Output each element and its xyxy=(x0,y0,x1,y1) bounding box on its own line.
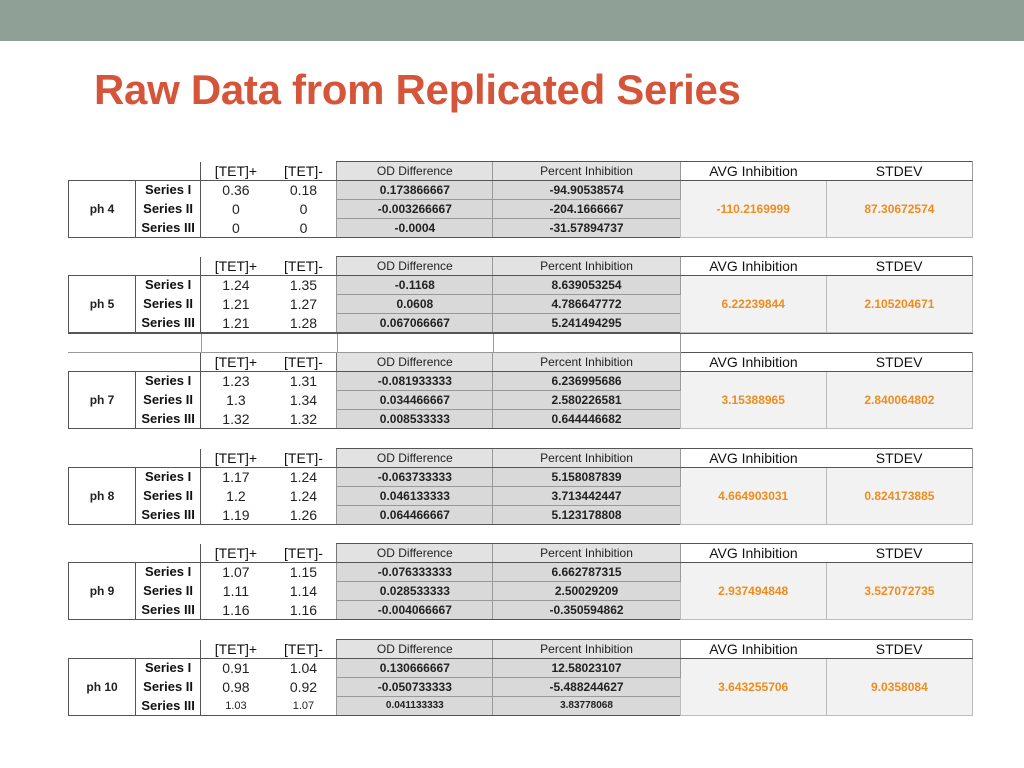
ph-table-block xyxy=(68,543,973,621)
percent-inhibition-value: -0.350594862 xyxy=(493,601,680,620)
header-tet-minus: [TET]- xyxy=(271,162,337,181)
header-od-difference: OD Difference xyxy=(337,544,493,563)
od-difference-value: -0.076333333 xyxy=(337,563,493,582)
spacer-cell xyxy=(494,334,681,353)
tet-plus-value: 1.19 xyxy=(201,506,271,525)
header-tet-plus: [TET]+ xyxy=(201,353,271,372)
percent-inhibition-value: 8.639053254 xyxy=(493,276,680,295)
ph-data-table xyxy=(68,448,973,525)
header-blank-cell xyxy=(69,449,201,468)
series-label: Series I xyxy=(136,468,201,487)
od-difference-value: 0.173866667 xyxy=(337,181,493,200)
percent-inhibition-value: 6.662787315 xyxy=(493,563,680,582)
series-label: Series III xyxy=(136,314,201,333)
percent-inhibition-value: 4.786647772 xyxy=(493,295,680,314)
avg-inhibition-value: 3.643255706 xyxy=(680,659,826,716)
tet-minus-value: 1.28 xyxy=(271,314,337,333)
series-label: Series II xyxy=(136,391,201,410)
header-blank-cell xyxy=(69,640,201,659)
header-stdev: STDEV xyxy=(826,640,972,659)
spacer-cell xyxy=(68,334,202,353)
spacer-cell xyxy=(338,334,494,353)
ph-label: ph 9 xyxy=(69,563,136,620)
header-stdev: STDEV xyxy=(826,162,972,181)
tet-plus-value: 1.17 xyxy=(222,469,250,486)
header-tet-plus: [TET]+ xyxy=(201,640,271,659)
series-label: Series III xyxy=(136,219,201,238)
series-label: Series II xyxy=(136,582,201,601)
header-od-difference: OD Difference xyxy=(337,257,493,276)
percent-inhibition-value: 3.83778068 xyxy=(493,697,680,716)
ph-data-table xyxy=(68,543,973,620)
header-percent-inhibition: Percent Inhibition xyxy=(493,353,680,372)
header-avg-inhibition: AVG Inhibition xyxy=(680,640,826,659)
spacer-cell xyxy=(202,334,338,353)
table-row xyxy=(69,659,973,678)
header-blank-cell xyxy=(69,353,201,372)
header-tet-minus: [TET]- xyxy=(271,449,337,468)
header-od-difference: OD Difference xyxy=(337,640,493,659)
tet-plus-value: 1.3 xyxy=(226,392,246,408)
tet-minus-value: 1.16 xyxy=(271,601,337,620)
series-label: Series I xyxy=(136,181,201,200)
tet-minus-value: 1.31 xyxy=(289,373,318,390)
table-header-row xyxy=(69,162,973,181)
header-avg-inhibition: AVG Inhibition xyxy=(680,162,826,181)
table-row xyxy=(69,276,973,295)
header-percent-inhibition: Percent Inhibition xyxy=(493,640,680,659)
tet-plus-value: 1.24 xyxy=(222,277,250,294)
avg-inhibition-value: 6.22239844 xyxy=(680,276,826,333)
header-tet-plus: [TET]+ xyxy=(201,449,271,468)
table-header-row xyxy=(69,353,973,372)
header-stdev: STDEV xyxy=(826,257,972,276)
od-difference-value: -0.003266667 xyxy=(337,200,493,219)
table-header-row xyxy=(69,640,973,659)
series-label: Series III xyxy=(136,506,201,525)
ph-data-table xyxy=(68,161,973,238)
tet-minus-value: 1.07 xyxy=(271,697,337,716)
percent-inhibition-value: 6.236995686 xyxy=(493,372,680,391)
tet-minus-value: 0 xyxy=(271,219,337,238)
percent-inhibition-value: -5.488244627 xyxy=(493,678,680,697)
od-difference-value: -0.004066667 xyxy=(337,601,493,620)
series-label: Series II xyxy=(136,678,201,697)
od-difference-value: 0.028533333 xyxy=(337,582,493,601)
tet-plus-value: 1.2 xyxy=(226,488,246,504)
header-tet-plus: [TET]+ xyxy=(201,257,271,276)
od-difference-value: -0.1168 xyxy=(337,276,493,295)
percent-inhibition-value: 3.713442447 xyxy=(493,487,680,506)
percent-inhibition-value: 5.123178808 xyxy=(493,506,680,525)
tet-plus-value: 0.91 xyxy=(222,660,250,677)
tet-minus-value: 1.26 xyxy=(271,506,337,525)
tet-minus-value: 1.32 xyxy=(271,410,337,429)
series-label: Series II xyxy=(136,487,201,506)
tet-minus-value: 1.14 xyxy=(289,583,318,599)
tet-plus-value: 0.98 xyxy=(222,679,250,695)
series-label: Series I xyxy=(136,563,201,582)
header-percent-inhibition: Percent Inhibition xyxy=(493,449,680,468)
stdev-value: 2.105204671 xyxy=(826,276,972,333)
percent-inhibition-value: 0.644446682 xyxy=(493,410,680,429)
od-difference-value: 0.034466667 xyxy=(337,391,493,410)
ph-table-block xyxy=(68,639,973,717)
series-label: Series I xyxy=(136,659,201,678)
header-blank-cell xyxy=(69,544,201,563)
avg-inhibition-value: 3.15388965 xyxy=(680,372,826,429)
avg-inhibition-value: 4.664903031 xyxy=(680,468,826,525)
ph-label: ph 10 xyxy=(69,659,136,716)
series-label: Series I xyxy=(136,276,201,295)
table-header-row xyxy=(69,544,973,563)
tet-plus-value: 1.11 xyxy=(222,583,250,599)
header-percent-inhibition: Percent Inhibition xyxy=(493,544,680,563)
empty-spacer-row xyxy=(68,333,973,352)
percent-inhibition-value: -31.57894737 xyxy=(493,219,680,238)
series-label: Series III xyxy=(136,601,201,620)
ph-data-table xyxy=(68,256,973,333)
header-tet-minus: [TET]- xyxy=(271,640,337,659)
percent-inhibition-value: 12.58023107 xyxy=(493,659,680,678)
ph-label: ph 5 xyxy=(69,276,136,333)
stdev-value: 9.0358084 xyxy=(826,659,972,716)
series-label: Series II xyxy=(136,200,201,219)
percent-inhibition-value: -204.1666667 xyxy=(493,200,680,219)
avg-inhibition-value: 2.937494848 xyxy=(680,563,826,620)
header-tet-plus: [TET]+ xyxy=(201,544,271,563)
od-difference-value: -0.050733333 xyxy=(337,678,493,697)
header-avg-inhibition: AVG Inhibition xyxy=(680,353,826,372)
header-blank-cell xyxy=(69,162,201,181)
ph-label: ph 4 xyxy=(69,181,136,238)
series-label: Series III xyxy=(136,410,201,429)
tet-plus-value: 1.21 xyxy=(201,314,271,333)
od-difference-value: 0.041133333 xyxy=(337,697,493,716)
header-od-difference: OD Difference xyxy=(337,449,493,468)
tet-plus-value: 1.32 xyxy=(201,410,271,429)
header-avg-inhibition: AVG Inhibition xyxy=(680,449,826,468)
tet-minus-value: 0 xyxy=(299,201,308,217)
ph-data-table xyxy=(68,639,973,716)
od-difference-value: 0.130666667 xyxy=(337,659,493,678)
header-tet-minus: [TET]- xyxy=(271,353,337,372)
ph-label: ph 8 xyxy=(69,468,136,525)
header-blank-cell xyxy=(69,257,201,276)
table-row xyxy=(69,181,973,200)
tet-minus-value: 1.27 xyxy=(289,296,318,312)
ph-table-block xyxy=(68,352,973,430)
percent-inhibition-value: -94.90538574 xyxy=(493,181,680,200)
tet-plus-value: 0 xyxy=(201,219,271,238)
header-avg-inhibition: AVG Inhibition xyxy=(680,257,826,276)
tet-minus-value: 0.18 xyxy=(289,182,318,199)
tet-minus-value: 0.92 xyxy=(289,679,318,695)
ph-table-block xyxy=(68,448,973,526)
series-label: Series III xyxy=(136,697,201,716)
od-difference-value: 0.046133333 xyxy=(337,487,493,506)
tet-plus-value: 1.07 xyxy=(222,564,250,581)
od-difference-value: 0.0608 xyxy=(337,295,493,314)
od-difference-value: -0.081933333 xyxy=(337,372,493,391)
od-difference-value: 0.008533333 xyxy=(337,410,493,429)
series-label: Series I xyxy=(136,372,201,391)
stdev-value: 2.840064802 xyxy=(826,372,972,429)
tet-plus-value: 1.23 xyxy=(222,373,250,390)
percent-inhibition-value: 5.241494295 xyxy=(493,314,680,333)
ph-table-block xyxy=(68,256,973,334)
header-percent-inhibition: Percent Inhibition xyxy=(493,162,680,181)
table-header-row xyxy=(69,257,973,276)
percent-inhibition-value: 2.50029209 xyxy=(493,582,680,601)
percent-inhibition-value: 5.158087839 xyxy=(493,468,680,487)
od-difference-value: -0.063733333 xyxy=(337,468,493,487)
avg-inhibition-value: -110.2169999 xyxy=(680,181,826,238)
header-percent-inhibition: Percent Inhibition xyxy=(493,257,680,276)
header-od-difference: OD Difference xyxy=(337,353,493,372)
tet-minus-value: 1.15 xyxy=(289,564,318,581)
header-od-difference: OD Difference xyxy=(337,162,493,181)
table-row xyxy=(69,563,973,582)
series-label: Series II xyxy=(136,295,201,314)
table-header-row xyxy=(69,449,973,468)
table-row xyxy=(69,372,973,391)
od-difference-value: 0.064466667 xyxy=(337,506,493,525)
tet-plus-value: 1.21 xyxy=(222,296,250,312)
tet-minus-value: 1.24 xyxy=(289,488,318,504)
od-difference-value: 0.067066667 xyxy=(337,314,493,333)
tet-minus-value: 1.04 xyxy=(289,660,318,677)
top-accent-bar xyxy=(0,0,1024,41)
header-tet-minus: [TET]- xyxy=(271,544,337,563)
stdev-value: 0.824173885 xyxy=(826,468,972,525)
tet-plus-value: 0.36 xyxy=(222,182,250,199)
tet-plus-value: 1.16 xyxy=(201,601,271,620)
tet-plus-value: 1.03 xyxy=(201,697,271,716)
percent-inhibition-value: 2.580226581 xyxy=(493,391,680,410)
od-difference-value: -0.0004 xyxy=(337,219,493,238)
header-stdev: STDEV xyxy=(826,544,972,563)
header-tet-plus: [TET]+ xyxy=(201,162,271,181)
tet-minus-value: 1.34 xyxy=(289,392,318,408)
ph-label: ph 7 xyxy=(69,372,136,429)
table-row xyxy=(69,468,973,487)
tet-minus-value: 1.35 xyxy=(289,277,318,294)
header-tet-minus: [TET]- xyxy=(271,257,337,276)
tet-minus-value: 1.24 xyxy=(289,469,318,486)
ph-table-block xyxy=(68,161,973,239)
slide-title: Raw Data from Replicated Series xyxy=(94,66,741,113)
header-stdev: STDEV xyxy=(826,353,972,372)
header-avg-inhibition: AVG Inhibition xyxy=(680,544,826,563)
stdev-value: 3.527072735 xyxy=(826,563,972,620)
ph-data-table xyxy=(68,352,973,429)
tet-plus-value: 0 xyxy=(232,201,240,217)
header-stdev: STDEV xyxy=(826,449,972,468)
stdev-value: 87.30672574 xyxy=(826,181,972,238)
